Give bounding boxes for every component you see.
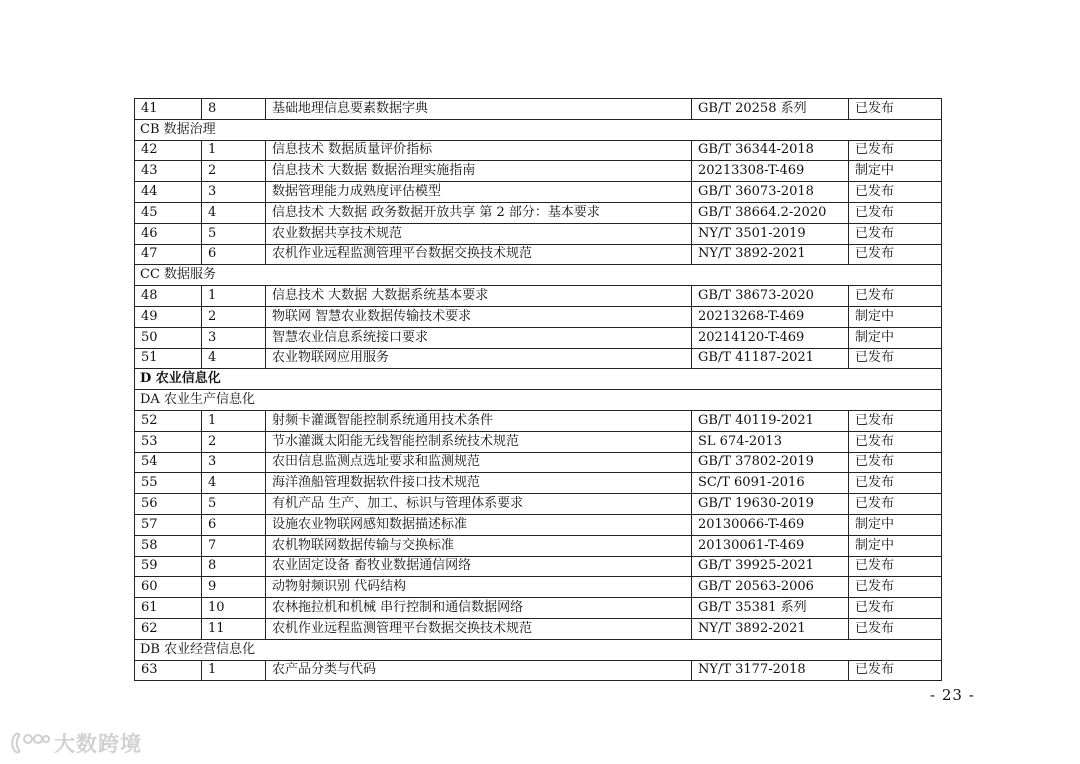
table-row <box>135 514 942 535</box>
standard-name: 数据管理能力成熟度评估模型 <box>266 182 692 203</box>
section-label: CB 数据治理 <box>135 119 942 140</box>
status-text: 已发布 <box>849 660 942 681</box>
standard-name: 信息技术 大数据 大数据系统基本要求 <box>266 286 692 307</box>
status-text: 已发布 <box>849 410 942 431</box>
table-row <box>135 452 942 473</box>
status-text: 已发布 <box>849 202 942 223</box>
sub-number: 1 <box>202 660 266 681</box>
section-header-row <box>135 639 942 660</box>
status-text: 已发布 <box>849 182 942 203</box>
status-text: 已发布 <box>849 473 942 494</box>
table-row <box>135 140 942 161</box>
table-row <box>135 577 942 598</box>
sub-number: 8 <box>202 556 266 577</box>
row-number: 48 <box>135 286 202 307</box>
table-row <box>135 410 942 431</box>
status-text: 已发布 <box>849 452 942 473</box>
status-text: 已发布 <box>849 618 942 639</box>
section-label: DA 农业生产信息化 <box>135 390 942 411</box>
row-number: 50 <box>135 327 202 348</box>
row-number: 46 <box>135 223 202 244</box>
standard-code: GB/T 20563-2006 <box>692 577 849 598</box>
row-number: 49 <box>135 306 202 327</box>
table-row <box>135 473 942 494</box>
table-row <box>135 494 942 515</box>
status-text: 已发布 <box>849 494 942 515</box>
standard-name: 节水灌溉太阳能无线智能控制系统技术规范 <box>266 431 692 452</box>
status-text: 制定中 <box>849 306 942 327</box>
row-number: 43 <box>135 161 202 182</box>
sub-number: 5 <box>202 223 266 244</box>
row-number: 60 <box>135 577 202 598</box>
row-number: 41 <box>135 99 202 120</box>
standards-table-body <box>135 99 942 681</box>
status-text: 已发布 <box>849 598 942 619</box>
sub-number: 5 <box>202 494 266 515</box>
section-header-row <box>135 119 942 140</box>
sub-number: 9 <box>202 577 266 598</box>
status-text: 制定中 <box>849 327 942 348</box>
watermark <box>10 728 142 758</box>
sub-number: 2 <box>202 161 266 182</box>
standard-name: 农林拖拉机和机械 串行控制和通信数据网络 <box>266 598 692 619</box>
status-text: 已发布 <box>849 99 942 120</box>
row-number: 59 <box>135 556 202 577</box>
status-text: 已发布 <box>849 286 942 307</box>
standard-name: 射频卡灌溉智能控制系统通用技术条件 <box>266 410 692 431</box>
standard-code: GB/T 40119-2021 <box>692 410 849 431</box>
standard-code: GB/T 38673-2020 <box>692 286 849 307</box>
sub-number: 6 <box>202 514 266 535</box>
standard-code: 20213308-T-469 <box>692 161 849 182</box>
sub-number: 4 <box>202 348 266 369</box>
section-label: DB 农业经营信息化 <box>135 639 942 660</box>
sub-number: 1 <box>202 410 266 431</box>
row-number: 55 <box>135 473 202 494</box>
standard-name: 农机作业远程监测管理平台数据交换技术规范 <box>266 618 692 639</box>
table-row <box>135 327 942 348</box>
standard-name: 农机物联网数据传输与交换标准 <box>266 535 692 556</box>
row-number: 47 <box>135 244 202 265</box>
table-row <box>135 660 942 681</box>
standard-code: NY/T 3892-2021 <box>692 618 849 639</box>
status-text: 已发布 <box>849 244 942 265</box>
standard-name: 动物射频识别 代码结构 <box>266 577 692 598</box>
row-number: 62 <box>135 618 202 639</box>
standard-code: 20130061-T-469 <box>692 535 849 556</box>
watermark-text: 大数跨境 <box>54 732 142 756</box>
status-text: 已发布 <box>849 223 942 244</box>
table-row <box>135 99 942 120</box>
section-header-row <box>135 265 942 286</box>
status-text: 已发布 <box>849 431 942 452</box>
standard-name: 设施农业物联网感知数据描述标准 <box>266 514 692 535</box>
standard-code: NY/T 3892-2021 <box>692 244 849 265</box>
standard-code: GB/T 41187-2021 <box>692 348 849 369</box>
row-number: 58 <box>135 535 202 556</box>
row-number: 54 <box>135 452 202 473</box>
standard-name: 物联网 智慧农业数据传输技术要求 <box>266 306 692 327</box>
standard-code: GB/T 37802-2019 <box>692 452 849 473</box>
table-row <box>135 182 942 203</box>
table-row <box>135 286 942 307</box>
sub-number: 11 <box>202 618 266 639</box>
table-row <box>135 535 942 556</box>
standard-name: 有机产品 生产、加工、标识与管理体系要求 <box>266 494 692 515</box>
table-row <box>135 244 942 265</box>
standard-name: 信息技术 大数据 政务数据开放共享 第 2 部分：基本要求 <box>266 202 692 223</box>
standard-code: GB/T 38664.2-2020 <box>692 202 849 223</box>
sub-number: 3 <box>202 452 266 473</box>
status-text: 已发布 <box>849 348 942 369</box>
sub-number: 3 <box>202 327 266 348</box>
standard-code: 20214120-T-469 <box>692 327 849 348</box>
standard-name: 农业物联网应用服务 <box>266 348 692 369</box>
row-number: 51 <box>135 348 202 369</box>
standard-name: 农业数据共享技术规范 <box>266 223 692 244</box>
status-text: 已发布 <box>849 556 942 577</box>
status-text: 制定中 <box>849 535 942 556</box>
standard-code: GB/T 36073-2018 <box>692 182 849 203</box>
standard-name: 农田信息监测点选址要求和监测规范 <box>266 452 692 473</box>
sub-number: 4 <box>202 202 266 223</box>
table-row <box>135 431 942 452</box>
sub-number: 2 <box>202 306 266 327</box>
page-number: - 23 - <box>930 686 975 704</box>
row-number: 57 <box>135 514 202 535</box>
table-row <box>135 202 942 223</box>
section-label: CC 数据服务 <box>135 265 942 286</box>
row-number: 42 <box>135 140 202 161</box>
standard-name: 农机作业远程监测管理平台数据交换技术规范 <box>266 244 692 265</box>
sub-number: 1 <box>202 286 266 307</box>
status-text: 制定中 <box>849 161 942 182</box>
table-row <box>135 223 942 244</box>
row-number: 53 <box>135 431 202 452</box>
brand-logo-icon <box>10 730 50 756</box>
standard-code: 20130066-T-469 <box>692 514 849 535</box>
major-category-row <box>135 369 942 390</box>
standard-code: NY/T 3501-2019 <box>692 223 849 244</box>
standard-name: 信息技术 大数据 数据治理实施指南 <box>266 161 692 182</box>
row-number: 44 <box>135 182 202 203</box>
row-number: 52 <box>135 410 202 431</box>
standard-code: GB/T 36344-2018 <box>692 140 849 161</box>
sub-number: 8 <box>202 99 266 120</box>
standard-code: SC/T 6091-2016 <box>692 473 849 494</box>
status-text: 已发布 <box>849 577 942 598</box>
standard-code: GB/T 35381 系列 <box>692 598 849 619</box>
sub-number: 3 <box>202 182 266 203</box>
sub-number: 2 <box>202 431 266 452</box>
standard-code: GB/T 19630-2019 <box>692 494 849 515</box>
standard-code: GB/T 20258 系列 <box>692 99 849 120</box>
table-row <box>135 348 942 369</box>
standard-code: SL 674-2013 <box>692 431 849 452</box>
standard-name: 海洋渔船管理数据软件接口技术规范 <box>266 473 692 494</box>
standard-name: 农业固定设备 畜牧业数据通信网络 <box>266 556 692 577</box>
table-row <box>135 598 942 619</box>
row-number: 61 <box>135 598 202 619</box>
standard-code: NY/T 3177-2018 <box>692 660 849 681</box>
row-number: 63 <box>135 660 202 681</box>
standard-code: GB/T 39925-2021 <box>692 556 849 577</box>
sub-number: 10 <box>202 598 266 619</box>
standard-name: 智慧农业信息系统接口要求 <box>266 327 692 348</box>
sub-number: 4 <box>202 473 266 494</box>
table-row <box>135 556 942 577</box>
standard-code: 20213268-T-469 <box>692 306 849 327</box>
row-number: 56 <box>135 494 202 515</box>
standard-name: 基础地理信息要素数据字典 <box>266 99 692 120</box>
standard-name: 信息技术 数据质量评价指标 <box>266 140 692 161</box>
standard-name: 农产品分类与代码 <box>266 660 692 681</box>
table-row <box>135 306 942 327</box>
row-number: 45 <box>135 202 202 223</box>
status-text: 已发布 <box>849 140 942 161</box>
status-text: 制定中 <box>849 514 942 535</box>
sub-number: 7 <box>202 535 266 556</box>
sub-number: 1 <box>202 140 266 161</box>
standards-table <box>134 98 942 681</box>
section-header-row <box>135 390 942 411</box>
table-row <box>135 618 942 639</box>
sub-number: 6 <box>202 244 266 265</box>
table-row <box>135 161 942 182</box>
major-category-label: D 农业信息化 <box>135 369 942 390</box>
